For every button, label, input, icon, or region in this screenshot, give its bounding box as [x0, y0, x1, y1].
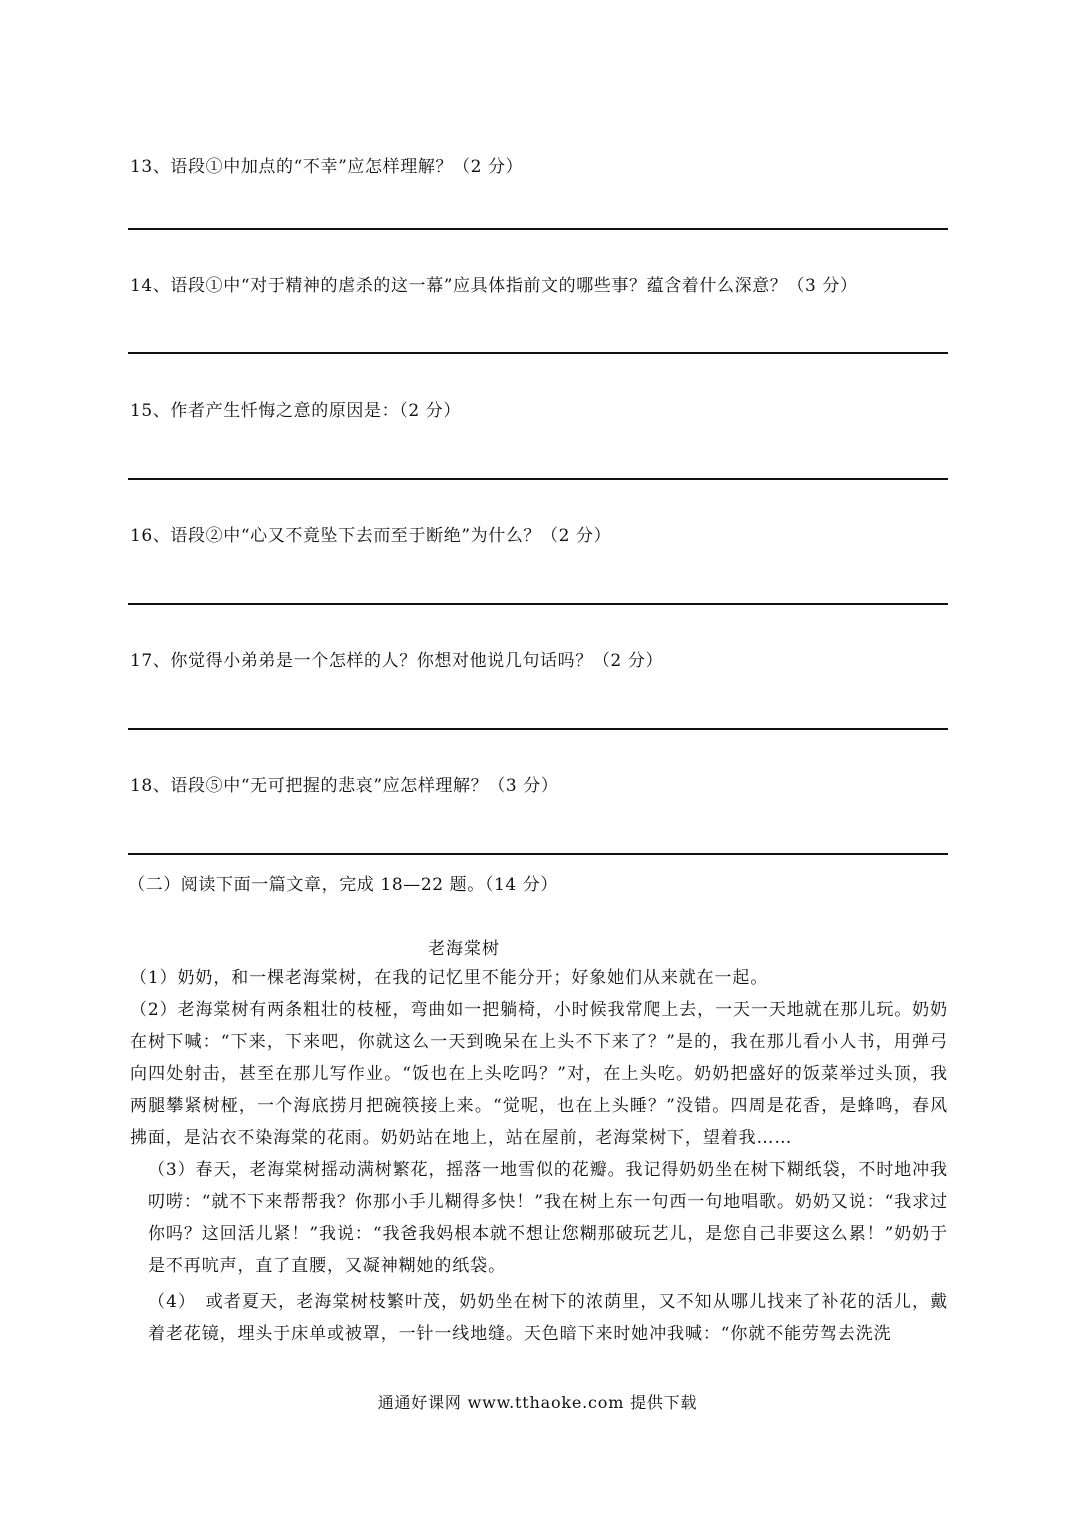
section-heading: （二）阅读下面一篇文章，完成 18—22 题。（14 分） — [128, 875, 559, 895]
answer-line-15[interactable] — [128, 478, 948, 480]
answer-line-14[interactable] — [128, 352, 948, 354]
question-15: 15、作者产生忏悔之意的原因是：（2 分） — [130, 401, 461, 421]
answer-line-13[interactable] — [128, 228, 948, 230]
article-title: 老海棠树 — [428, 939, 500, 959]
footer-download-note: 通通好课网 www.tthaoke.com 提供下载 — [377, 1393, 698, 1412]
question-16: 16、语段②中“心又不竟坠下去而至于断绝”为什么？（2 分） — [130, 526, 612, 546]
article-paragraph-3: （3）春天，老海棠树摇动满树繁花，摇落一地雪似的花瓣。我记得奶奶坐在树下糊纸袋，不时地冲我叨唠：“就不下来帮帮我？你那小手儿糊得多快！”我在树上东一句西一句地唱歌。奶奶又说：“我求过你吗？这回活儿紧！”我说：“我爸我妈根本就不想让您糊那破玩艺儿，是您自己非要这么累！”奶奶于是不再吭声，直了直腰，又凝神糊她的纸袋。 — [148, 1160, 948, 1276]
question-13: 13、语段①中加点的“不幸”应怎样理解？（2 分） — [130, 157, 524, 177]
article-paragraph-2: （2）老海棠树有两条粗壮的枝桠，弯曲如一把躺椅，小时候我常爬上去，一天一天地就在那儿玩。奶奶在树下喊：“下来，下来吧，你就这么一天到晚呆在上头不下来了？”是的，我在那儿看小人书，用弹弓向四处射击，甚至在那儿写作业。“饭也在上头吃吗？”对，在上头吃。奶奶把盛好的饭菜举过头顶，我两腿攀紧树桠，一个海底捞月把碗筷接上来。“觉呢，也在上头睡？”没错。四周是花香，是蜂鸣，春风拂面，是沾衣不染海棠的花雨。奶奶站在地上，站在屋前，老海棠树下，望着我…… — [130, 1000, 948, 1148]
answer-line-16[interactable] — [128, 603, 948, 605]
article-paragraph-4: （4） 或者夏天，老海棠树枝繁叶茂，奶奶坐在树下的浓荫里，又不知从哪儿找来了补花的活儿，戴着老花镜，埋头于床单或被罩，一针一线地缝。天色暗下来时她冲我喊：“你就不能劳驾去洗洗 — [148, 1292, 948, 1344]
answer-line-18[interactable] — [128, 853, 948, 855]
question-17: 17、你觉得小弟弟是一个怎样的人？你想对他说几句话吗？（2 分） — [130, 651, 664, 671]
question-14: 14、语段①中“对于精神的虐杀的这一幕”应具体指前文的哪些事？蕴含着什么深意？（3 分） — [130, 276, 858, 296]
article-paragraph-1: （1）奶奶，和一棵老海棠树，在我的记忆里不能分开；好象她们从来就在一起。 — [130, 968, 769, 988]
question-18: 18、语段⑤中“无可把握的悲哀”应怎样理解？（3 分） — [130, 776, 559, 796]
answer-line-17[interactable] — [128, 728, 948, 730]
